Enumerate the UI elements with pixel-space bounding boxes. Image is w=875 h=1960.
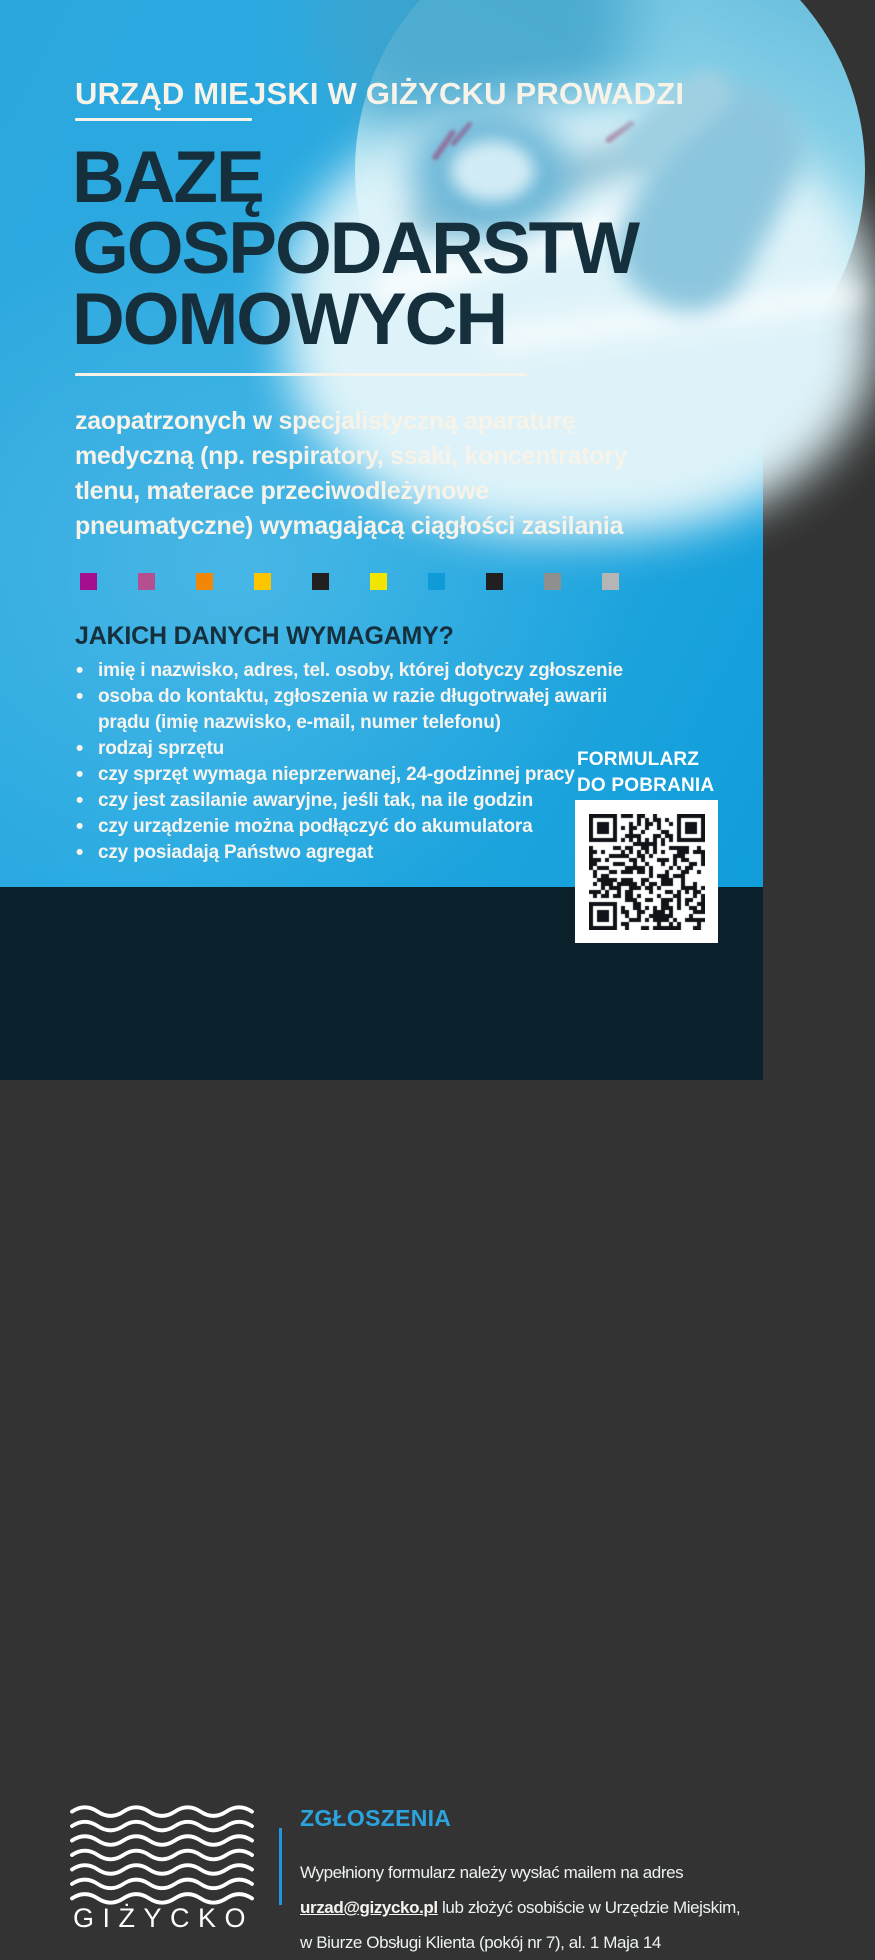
color-swatch xyxy=(486,573,503,590)
color-swatch xyxy=(370,573,387,590)
kicker-underline xyxy=(75,118,252,121)
requirement-item: • imię i nazwisko, adres, tel. osoby, której dotyczy zgłoszenie xyxy=(75,658,650,684)
requirement-item: • czy sprzęt wymaga nieprzerwanej, 24-godzinnej pracy xyxy=(75,762,650,788)
footer-instructions-text: lub złożyć osobiście w Urzędzie Miejskim, xyxy=(442,1898,741,1917)
requirement-item: • czy urządzenie można podłączyć do akumulatora xyxy=(75,814,650,840)
footer-divider xyxy=(279,1828,282,1905)
subtitle-line: tlenu, materace przeciwodleżynowe xyxy=(75,477,489,505)
title-line: BAZĘ xyxy=(72,137,263,218)
footer-instructions-line xyxy=(300,1890,740,1925)
requirements-heading: JAKICH DANYCH WYMAGAMY? xyxy=(75,622,454,650)
qr-code xyxy=(575,800,718,943)
logo-text: GIŻYCKO xyxy=(73,1903,255,1933)
main-content xyxy=(0,0,763,1080)
title-line: DOMOWYCH xyxy=(72,279,507,360)
footer-section-label: ZGŁOSZENIA xyxy=(300,1805,452,1831)
requirement-item: • czy posiadają Państwo agregat xyxy=(75,840,650,866)
color-swatch xyxy=(602,573,619,590)
download-label-line: FORMULARZ xyxy=(577,749,700,770)
waves-icon xyxy=(72,1803,252,1907)
footer-instructions-line: Wypełniony formularz należy wysłać mailem na adres xyxy=(300,1863,684,1882)
subtitle-line: medyczną (np. respiratory, ssaki, koncentratory xyxy=(75,442,628,470)
kicker: URZĄD MIEJSKI W GIŻYCKU PROWADZI xyxy=(75,76,685,111)
main-title xyxy=(72,137,639,360)
subtitle-line: pneumatyczne) wymagającą ciągłości zasilania xyxy=(75,512,624,540)
color-swatch xyxy=(138,573,155,590)
footer-instructions xyxy=(300,1855,740,1960)
title-line: GOSPODARSTW xyxy=(72,208,639,289)
download-label xyxy=(577,747,714,799)
download-label-line: DO POBRANIA xyxy=(577,775,715,796)
color-swatch xyxy=(544,573,561,590)
requirement-item: • rodzaj sprzętu xyxy=(75,736,650,762)
requirement-item: • czy jest zasilanie awaryjne, jeśli tak, na ile godzin xyxy=(75,788,650,814)
subtitle xyxy=(75,404,627,544)
requirements-list xyxy=(75,658,650,866)
color-swatch xyxy=(196,573,213,590)
color-swatch xyxy=(80,573,97,590)
gizycko-logo xyxy=(72,1803,252,1912)
footer-instructions-line: w Biurze Obsługi Klienta (pokój nr 7), al. 1 Maja 14 xyxy=(300,1933,661,1952)
qr-pattern xyxy=(589,814,705,930)
color-strip xyxy=(80,573,619,590)
color-swatch xyxy=(254,573,271,590)
requirement-item: • osoba do kontaktu, zgłoszenia w razie długotrwałej awarii prądu (imię nazwisko, e-mail, numer telefonu) xyxy=(75,684,650,736)
color-swatch xyxy=(312,573,329,590)
title-underline xyxy=(75,373,527,376)
subtitle-line: zaopatrzonych w specjalistyczną aparaturę xyxy=(75,407,576,435)
color-swatch xyxy=(428,573,445,590)
email-link[interactable]: urzad@gizycko.pl xyxy=(300,1898,438,1917)
